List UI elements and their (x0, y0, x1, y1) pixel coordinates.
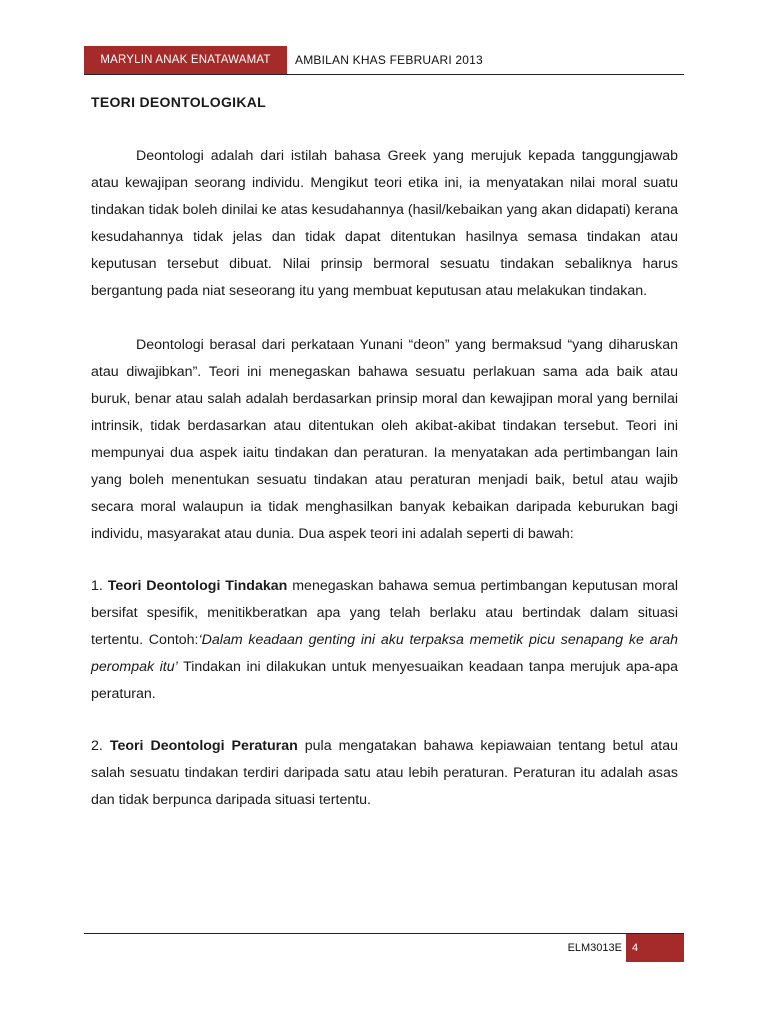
list-item-2 (91, 733, 678, 814)
course-intake: AMBILAN KHAS FEBRUARI 2013 (295, 53, 483, 67)
list-item-1-number: 1. (91, 578, 103, 594)
page-header (84, 46, 684, 75)
page-number: 4 (626, 934, 684, 962)
author-name: MARYLIN ANAK ENATAWAMAT (84, 46, 287, 74)
document-body (91, 88, 678, 814)
paragraph-2: Deontologi berasal dari perkataan Yunani “deon” yang bermaksud “yang diharuskan atau diwajibkan”. Teori ini menegaskan bahawa sesuatu perlakuan sama ada baik atau buruk, benar atau salah adalah berdasarkan prinsip moral dan kewajipan moral yang bernilai intrinsik, tidak berdasarkan atau ditentukan oleh akibat-akibat tindakan tersebut. Teori ini mempunyai dua aspek iaitu tindakan dan peraturan. Ia menyatakan ada pertimbangan lain yang boleh menentukan sesuatu tindakan atau peraturan menjadi baik, betul atau wajib secara moral walaupun ia tidak menghasilkan banyak kebaikan daripada keburukan bagi individu, masyarakat atau dunia. Dua aspek teori ini adalah seperti di bawah: (91, 337, 678, 542)
list-item-2-term: Teori Deontologi Peraturan (109, 738, 298, 754)
list-item-1-text: menegaskan bahawa semua pertimbangan keputusan moral bersifat spesifik, menitikberatkan apa yang telah berlaku atau bertindak dalam situasi tertentu. Contoh: (91, 578, 678, 648)
paragraph-1: Deontologi adalah dari istilah bahasa Greek yang merujuk kepada tanggungjawab atau kewajipan seorang individu. Mengikut teori etika ini, ia menyatakan nilai moral suatu tindakan tidak boleh dinilai ke atas kesudahannya (hasil/kebaikan yang akan didapati) kerana kesudahannya tidak jelas dan tidak dapat ditentukan hasilnya semasa tindakan atau keputusan tersebut dibuat. Nilai prinsip bermoral sesuatu tindakan sebaliknya harus bergantung pada niat seseorang itu yang membuat keputusan atau melakukan tindakan. (91, 148, 678, 299)
course-code: ELM3013E (567, 942, 622, 954)
list-item-2-number: 2. (91, 738, 103, 754)
list-item-1-conclusion: Tindakan ini dilakukan untuk menyesuaikan keadaan tanpa merujuk apa-apa peraturan. (91, 659, 679, 702)
list-item-1-example: ‘Dalam keadaan genting ini aku terpaksa memetik picu senapang ke arah perompak itu’ (91, 632, 678, 675)
list-item-2-text: pula mengatakan bahawa kepiawaian tentang betul atau salah sesuatu tindakan terdiri daripada satu atau lebih peraturan. Peraturan itu adalah asas dan tidak berpunca daripada situasi tertentu. (91, 738, 678, 808)
document-title: TEORI DEONTOLOGIKAL (91, 94, 266, 110)
list-item-1 (91, 573, 678, 708)
list-item-1-term: Teori Deontologi Tindakan (107, 578, 288, 594)
page-footer (84, 933, 684, 962)
